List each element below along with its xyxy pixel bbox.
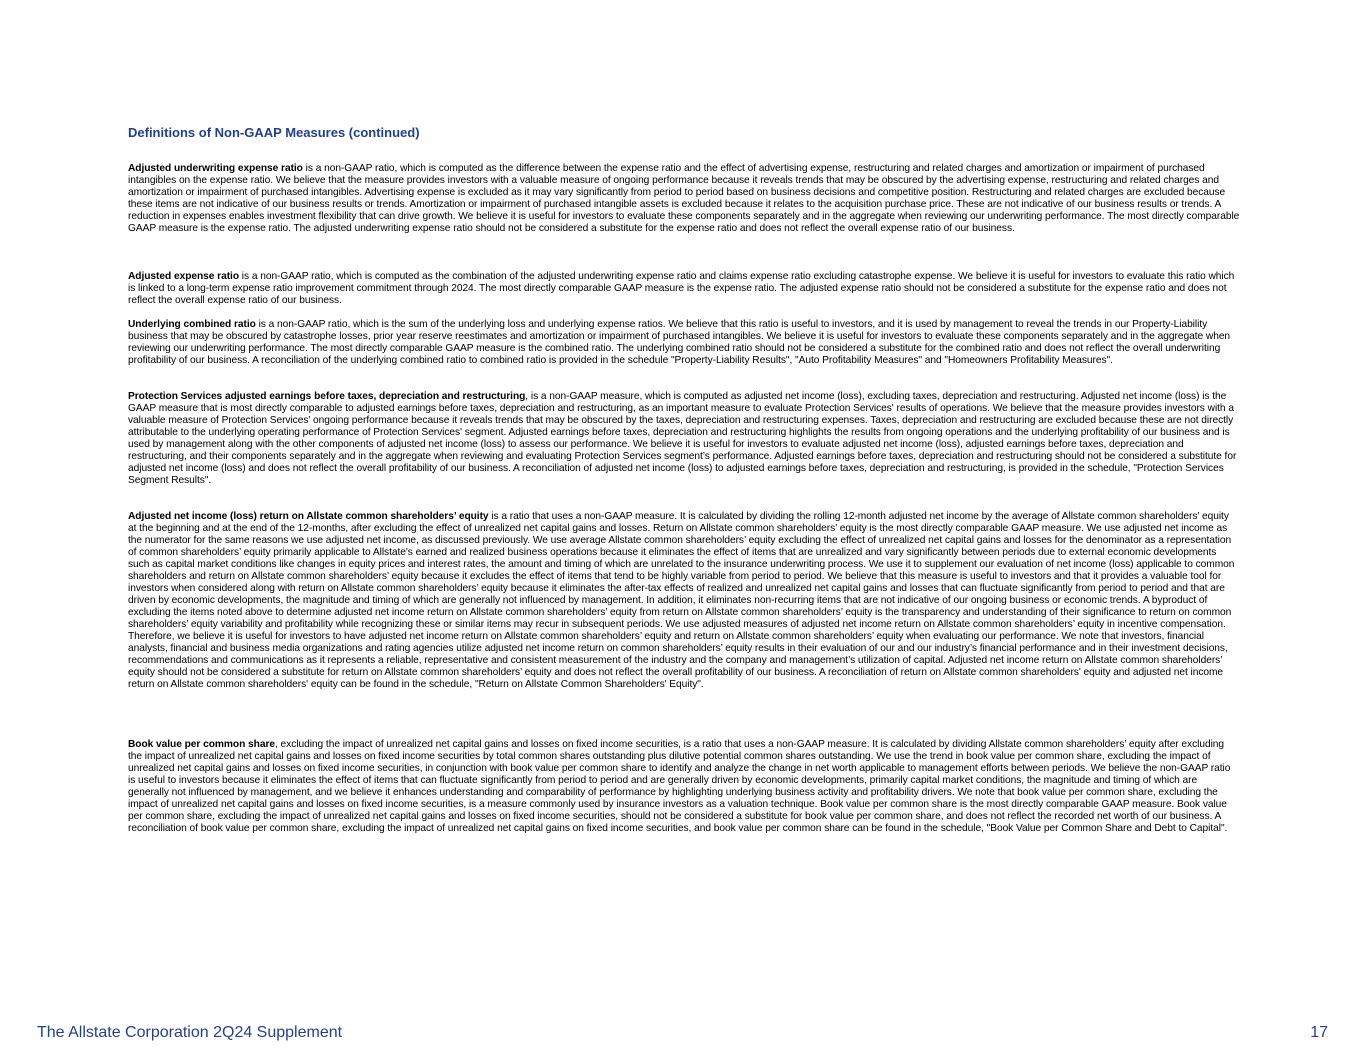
definition-term: Adjusted underwriting expense ratio: [128, 163, 303, 174]
definition-term: Book value per common share: [128, 739, 275, 750]
footer-document-title: The Allstate Corporation 2Q24 Supplement: [37, 1024, 343, 1041]
definition-adjusted-net-income-return-on-equity: [128, 511, 1240, 727]
definition-body: , excluding the impact of unrealized net capital gains and losses on fixed income securities, is a ratio that uses a non-GAAP measure. It is calculated by dividing Allstate common shareholders’ equity after excluding the impact of unrealized net capital gains and losses on fixed income securities by total common shares outstanding plus dilutive potential common shares outstanding. We use the trend in book value per common share, excluding the impact of unrealized net capital gains and losses on fixed income securities, in conjunction with book value per common share to identify and analyze the change in net worth applicable to management efforts between periods. We believe the non-GAAP ratio is useful to investors because it eliminates the effect of items that can fluctuate significantly from period to period and are generally driven by economic developments, primarily capital market conditions, the magnitude and timing of which are generally not influenced by management, and we believe it enhances understanding and comparability of performance by highlighting underlying business activity and profitability drivers. We note that book value per common share, excluding the impact of unrealized net capital gains and losses on fixed income securities, is a measure commonly used by insurance investors as a valuation technique. Book value per common share is the most directly comparable GAAP measure. Book value per common share, excluding the impact of unrealized net capital gains and losses on fixed income securities, should not be considered a substitute for book value per common share, and does not reflect the recorded net worth of our business. A reconciliation of book value per common share, excluding the impact of unrealized net capital gains on fixed income securities, and book value per common share can be found in the schedule, "Book Value per Common Share and Debt to Capital".: [128, 739, 1231, 834]
definition-adjusted-underwriting-expense-ratio: [128, 163, 1240, 259]
definition-body: is a non-GAAP ratio, which is computed as the combination of the adjusted underwriting expense ratio and claims expense ratio excluding catastrophe expense. We believe it is useful for investors to evaluate this ratio which is linked to a long-term expense ratio improvement commitment through 2024. The most directly comparable GAAP measure is the expense ratio. The adjusted expense ratio should not be considered a substitute for the expense ratio and does not reflect the overall expense ratio of our business.: [128, 271, 1235, 306]
section-title: Definitions of Non-GAAP Measures (continued): [128, 125, 420, 140]
definition-protection-services-adjusted-earnings: [128, 391, 1240, 499]
definition-body: , is a non-GAAP measure, which is computed as adjusted net income (loss), excluding taxes, depreciation and restructuring. Adjusted net income (loss) is the GAAP measure that is most directly comparable to adjusted earnings before taxes, depreciation and restructuring, as an important measure to evaluate Protection Services' results of operations. We believe that the measure provides investors with a valuable measure of Protection Services' ongoing performance because it reveals trends that may be obscured by the taxes, depreciation and restructuring expenses. Taxes, depreciation and restructuring are excluded because these are not directly attributable to the underlying operating performance of Protection Services' segment. Adjusted earnings before taxes, depreciation and restructuring highlights the results from ongoing operations and the underlying profitability of our business and is used by management along with the other components of adjusted net income (loss) to assess our performance. We believe it is useful for investors to evaluate adjusted net income (loss), adjusted earnings before taxes, depreciation and restructuring, and their components separately and in the aggregate when reviewing and evaluating Protection Services segment’s performance. Adjusted earnings before taxes, depreciation and restructuring should not be considered a substitute for adjusted net income (loss) and does not reflect the overall profitability of our business. A reconciliation of adjusted net income (loss) to adjusted earnings before taxes, depreciation and restructuring, is provided in the schedule, "Protection Services Segment Results".: [128, 391, 1237, 486]
definition-adjusted-expense-ratio: [128, 271, 1240, 307]
definition-body: is a ratio that uses a non-GAAP measure. It is calculated by dividing the rolling 12-month adjusted net income by the average of Allstate common shareholders’ equity at the beginning and at the end of the 12-months, after excluding the effect of unrealized net capital gains and losses. Return on Allstate common shareholders’ equity is the most directly comparable GAAP measure. We use adjusted net income as the numerator for the same reasons we use adjusted net income, as discussed previously. We use average Allstate common shareholders’ equity excluding the effect of unrealized net capital gains and losses for the denominator as a representation of common shareholders’ equity primarily applicable to Allstate's earned and realized business operations because it eliminates the effect of items that are unrealized and vary significantly between periods due to external economic developments such as capital market conditions like changes in equity prices and interest rates, the amount and timing of which are unrelated to the insurance underwriting process. We use it to supplement our evaluation of net income (loss) applicable to common shareholders and return on Allstate common shareholders’ equity because it excludes the effect of items that tend to be highly variable from period to period. We believe that this measure is useful to investors and that it provides a valuable tool for investors when considered along with return on Allstate common shareholders’ equity because it eliminates the after-tax effects of realized and unrealized net capital gains and losses that can fluctuate significantly from period to period and that are driven by economic developments, the magnitude and timing of which are generally not influenced by management. In addition, it eliminates non-recurring items that are not indicative of our ongoing business or economic trends. A byproduct of excluding the items noted above to determine adjusted net income return on Allstate common shareholders’ equity from return on Allstate common shareholders’ equity is the transparency and understanding of their significance to return on common shareholders’ equity variability and profitability while recognizing these or similar items may recur in subsequent periods. We use adjusted measures of adjusted net income return on Allstate common shareholders’ equity in incentive compensation. Therefore, we believe it is useful for investors to have adjusted net income return on Allstate common shareholders’ equity and return on Allstate common shareholders’ equity when evaluating our performance. We note that investors, financial analysts, financial and business media organizations and rating agencies utilize adjusted net income return on common shareholders’ equity results in their evaluation of our and our industry’s financial performance and in their investment decisions, recommendations and communications as it represents a reliable, representative and consistent measurement of the industry and the company and management’s utilization of capital. Adjusted net income return on Allstate common shareholders’ equity should not be considered a substitute for return on Allstate common shareholders’ equity and does not reflect the overall profitability of our business. A reconciliation of return on Allstate common shareholders' equity and adjusted net income return on Allstate common shareholders' equity can be found in the schedule, "Return on Allstate Common Shareholders' Equity".: [128, 511, 1235, 690]
definition-body: is a non-GAAP ratio, which is the sum of the underlying loss and underlying expense ratios. We believe that this ratio is useful to investors, and it is used by management to reveal the trends in our Property-Liability business that may be obscured by catastrophe losses, prior year reserve reestimates and amortization or impairment of purchased intangibles. We believe it is useful for investors to evaluate these components separately and in the aggregate when reviewing our underwriting performance. The most directly comparable GAAP measure is the combined ratio. The underlying combined ratio should not be considered a substitute for the combined ratio and does not reflect the overall underwriting profitability of our business. A reconciliation of the underlying combined ratio to combined ratio is provided in the schedule "Property-Liability Results", "Auto Profitability Measures" and "Homeowners Profitability Measures".: [128, 319, 1231, 366]
definition-term: Underlying combined ratio: [128, 319, 256, 330]
definition-term: Adjusted net income (loss) return on Allstate common shareholders’ equity: [128, 511, 489, 522]
definition-body: is a non-GAAP ratio, which is computed as the difference between the expense ratio and the effect of advertising expense, restructuring and related charges and amortization or impairment of purchased intangibles on the expense ratio. We believe that the measure provides investors with a valuable measure of ongoing performance because it reveals trends that may be obscured by the advertising expense, restructuring and related charges and amortization or impairment of purchased intangibles. Advertising expense is excluded as it may vary significantly from period to period based on business decisions and competitive position. Restructuring and related charges are excluded because these items are not indicative of our business results or trends. Amortization or impairment of purchased intangible assets is excluded because it relates to the acquisition purchase price. These are not indicative of our business results or trends. A reduction in expenses enables investment flexibility that can drive growth. We believe it is useful for investors to evaluate these components separately and in the aggregate when reviewing our underwriting performance. The most directly comparable GAAP measure is the expense ratio. The adjusted underwriting expense ratio should not be considered a substitute for the expense ratio and does not reflect the overall expense ratio of our business.: [128, 163, 1240, 234]
definitions-content: [128, 163, 1240, 847]
definition-underlying-combined-ratio: [128, 319, 1240, 379]
footer-page-number: 17: [1310, 1024, 1328, 1041]
definition-term: Protection Services adjusted earnings before taxes, depreciation and restructuring: [128, 391, 526, 402]
definition-book-value-per-common-share: [128, 739, 1240, 835]
definition-term: Adjusted expense ratio: [128, 271, 239, 282]
